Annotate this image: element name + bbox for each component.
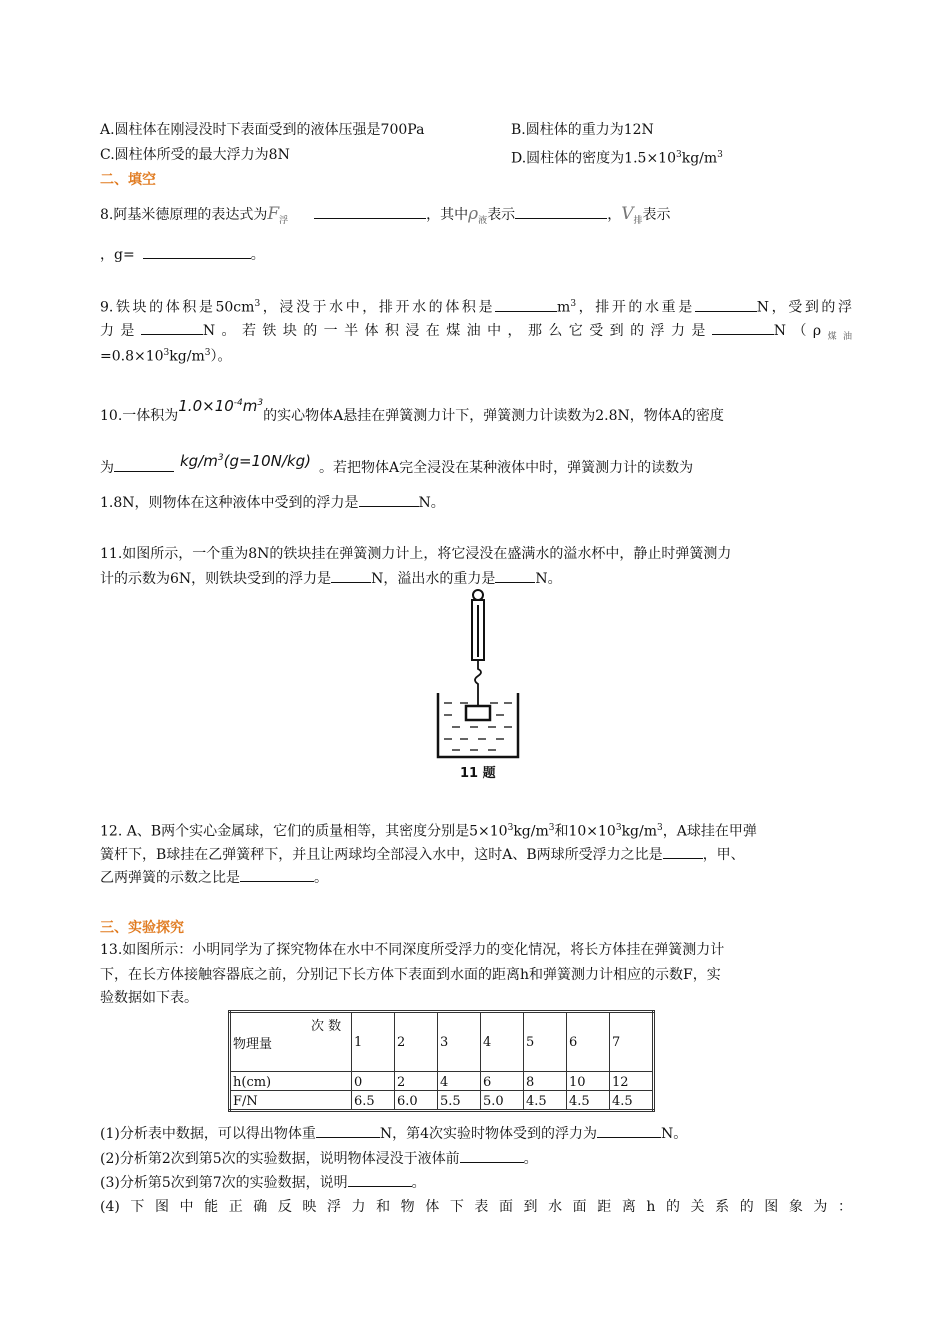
v-displaced-symbol: V xyxy=(621,204,634,224)
f-value: 4.5 xyxy=(610,1091,654,1111)
q8-blank-2[interactable] xyxy=(515,204,607,219)
q13-line2: 下，在长方体接触容器底之前，分别记下长方体下表面到水面的距离h和弹簧测力计相应的示数F，实 xyxy=(100,967,721,983)
q13-blank-buoyancy[interactable] xyxy=(597,1123,661,1138)
q13-blank-conclusion-2[interactable] xyxy=(348,1172,412,1187)
q12-blank-ratio-buoyancy[interactable] xyxy=(663,844,703,859)
q7-option-c: C.圆柱体所受的最大浮力为8N xyxy=(100,147,290,163)
h-value: 2 xyxy=(395,1072,438,1091)
row-h-label: h(cm) xyxy=(230,1072,352,1091)
f-value: 6.5 xyxy=(352,1091,395,1111)
trial-3: 3 xyxy=(438,1012,481,1072)
q11-figure-caption: 11 题 xyxy=(460,766,496,781)
q10-blank-buoyancy[interactable] xyxy=(359,492,419,507)
h-value: 0 xyxy=(352,1072,395,1091)
trial-7: 7 xyxy=(610,1012,654,1072)
h-value: 10 xyxy=(567,1072,610,1091)
q13-sub2: (2)分析第2次到第5次的实验数据，说明物体浸没于液体前 。 xyxy=(100,1148,538,1169)
q8-blank-g[interactable] xyxy=(143,244,251,259)
q8-blank-1[interactable] xyxy=(314,204,426,219)
q11-line2: 计的示数为6N，则铁块受到的浮力是 N，溢出水的重力是 N。 xyxy=(100,568,562,589)
q10-volume-formula: $1.0\times 10^{-4}m^3$ xyxy=(178,397,264,415)
q11-spring-scale-figure xyxy=(430,585,530,760)
q10-line2: 为 $kg/m^3(g=10N/kg)$ 。若把物体A完全浸没在某种液体中时，弹簧测力计的读数为 xyxy=(100,452,694,476)
h-value: 8 xyxy=(524,1072,567,1091)
scale-hook-icon xyxy=(475,660,481,705)
f-float-symbol: F xyxy=(267,204,280,224)
f-value: 5.5 xyxy=(438,1091,481,1111)
f-value: 4.5 xyxy=(567,1091,610,1111)
q10-line3: 1.8N，则物体在这种液体中受到的浮力是 N。 xyxy=(100,492,445,513)
scale-ring-icon xyxy=(473,590,483,600)
q11-blank-buoyancy[interactable] xyxy=(331,568,371,583)
q11-blank-overflow[interactable] xyxy=(495,568,535,583)
section-experiment-heading: 三、实验探究 xyxy=(100,920,184,936)
trial-6: 6 xyxy=(567,1012,610,1072)
trial-5: 5 xyxy=(524,1012,567,1072)
q9-blank-weight[interactable] xyxy=(695,297,757,312)
table-corner-cell: 次 数 物理量 xyxy=(230,1012,352,1072)
q9-line2: 力是 N。若铁块的一半体积浸在煤油中，那么它受到的浮力是 $N(\rho_{煤油}$ xyxy=(100,320,852,347)
h-value: 12 xyxy=(610,1072,654,1091)
f-value: 5.0 xyxy=(481,1091,524,1111)
q13-sub3: (3)分析第5次到第7次的实验数据，说明 。 xyxy=(100,1172,426,1193)
q13-line1: 13.如图所示：小明同学为了探究物体在水中不同深度所受浮力的变化情况，将长方体挂在弹簧测力计 xyxy=(100,942,725,958)
rho-liquid-symbol: ρ xyxy=(468,204,479,224)
f-value: 6.0 xyxy=(395,1091,438,1111)
row-f-label: F/N xyxy=(230,1091,352,1111)
trial-1: 1 xyxy=(352,1012,395,1072)
q12-line1: 12. A、B两个实心金属球，它们的质量相等，其密度分别是$5\times 10^3kg/m^3$和$10\times 10^3kg/m^3$，A球挂在甲弹 xyxy=(100,823,757,840)
q7-option-b: B.圆柱体的重力为12N xyxy=(511,122,654,138)
q9-line1: 9.铁块的体积是$50cm^3$，浸没于水中，排开水的体积是 $m^3$，排开的水重是 N，受到的浮 xyxy=(100,294,852,318)
q8-line2: ，g= 。 xyxy=(100,244,265,265)
q12-blank-ratio-readings[interactable] xyxy=(240,867,314,882)
q13-blank-conclusion-1[interactable] xyxy=(460,1148,524,1163)
q13-sub1: (1)分析表中数据，可以得出物体重 N，第4次实验时物体受到的浮力为 N。 xyxy=(100,1123,687,1144)
q10-line1: 10.一体积为$1.0\times 10^{-4}m^3$的实心物体A悬挂在弹簧测力计下，弹簧测力计读数为2.8N，物体A的密度 xyxy=(100,397,724,424)
table-row-h xyxy=(230,1072,654,1091)
iron-block-icon xyxy=(466,706,490,720)
q7-option-a: A.圆柱体在刚浸没时下表面受到的液体压强是700Pa xyxy=(100,122,425,138)
h-value: 6 xyxy=(481,1072,524,1091)
table-header-row xyxy=(230,1012,654,1072)
q9-line3: $=0.8\times 10^3kg/m^3$）。 xyxy=(100,348,232,365)
q13-sub4: (4)下图中能正确反映浮力和物体下表面到水面距离h的关系的图象为： xyxy=(100,1199,852,1215)
h-value: 4 xyxy=(438,1072,481,1091)
trial-2: 2 xyxy=(395,1012,438,1072)
q9-blank-volume[interactable] xyxy=(495,297,557,312)
q10-unit-formula: $kg/m^3(g=10N/kg)$ xyxy=(180,452,311,470)
section-fill-blank-heading: 二、填空 xyxy=(100,172,156,188)
q7-option-d: D.圆柱体的密度为$1.5\times 10^3kg/m^3$ xyxy=(511,150,723,167)
q12-line3: 乙两弹簧的示数之比是 。 xyxy=(100,867,328,888)
q13-data-table xyxy=(228,1010,655,1112)
q9-blank-kerosene[interactable] xyxy=(712,320,774,335)
q9-blank-buoyancy[interactable] xyxy=(141,320,203,335)
q10-blank-density[interactable] xyxy=(114,457,174,472)
q11-line1: 11.如图所示，一个重为8N的铁块挂在弹簧测力计上，将它浸没在盛满水的溢水杯中，静止时弹簧测力 xyxy=(100,546,732,562)
trial-4: 4 xyxy=(481,1012,524,1072)
f-value: 4.5 xyxy=(524,1091,567,1111)
q13-line3: 验数据如下表。 xyxy=(100,990,198,1006)
q12-line2: 簧杆下，B球挂在乙弹簧秤下，并且让两球均全部浸入水中，这时A、B两球所受浮力之比是 ，甲、 xyxy=(100,844,745,865)
table-row-f xyxy=(230,1091,654,1111)
q8-line1: 8.阿基米德原理的表达式为$F_浮$ ，其中$\rho_液$表示 ，$V_排$表示 xyxy=(100,204,671,226)
q13-blank-weight[interactable] xyxy=(316,1123,380,1138)
